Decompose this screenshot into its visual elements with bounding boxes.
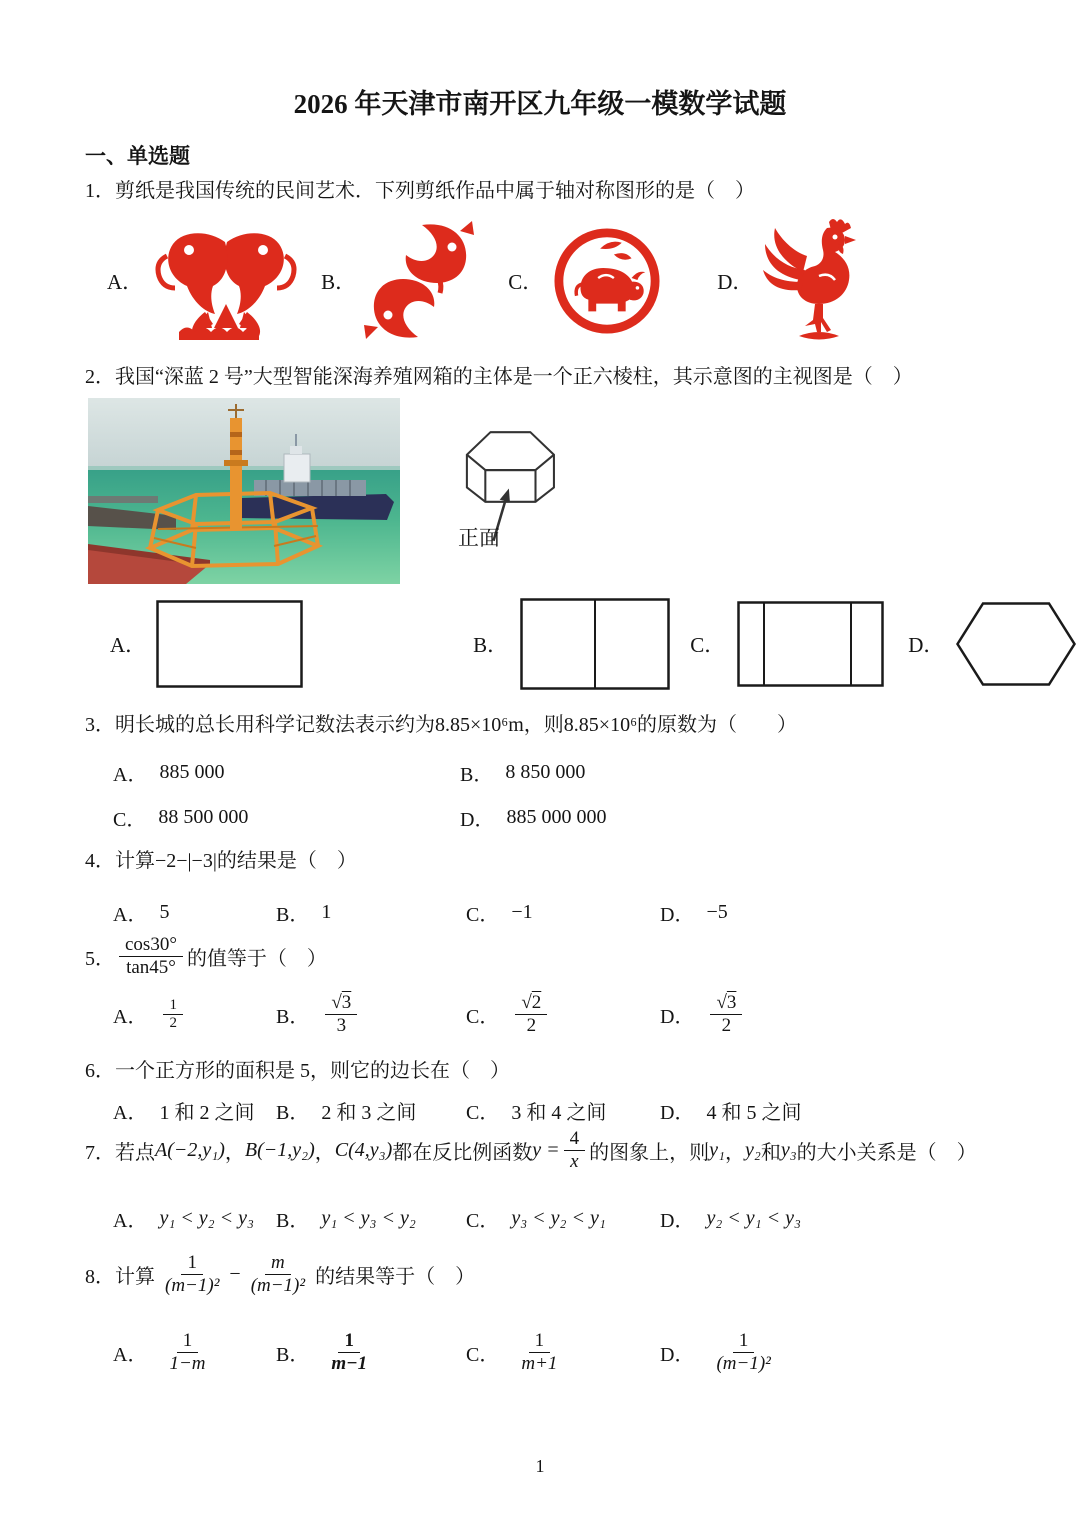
option-b-label: B． bbox=[460, 764, 494, 786]
question-2-text: 2．我国“深蓝 2 号”大型智能深海养殖网箱的主体是一个正六棱柱，其示意图的主视图是（ ） bbox=[85, 366, 913, 388]
option-b bbox=[276, 992, 466, 1038]
option-a-label: A． bbox=[113, 1210, 148, 1232]
minus-operator: − bbox=[229, 1263, 241, 1286]
papercut-ox-medallion-icon bbox=[553, 227, 661, 335]
question-1-options bbox=[85, 218, 1005, 344]
fraction-denominator: 2 bbox=[721, 1015, 732, 1037]
fraction-numerator bbox=[325, 992, 357, 1015]
text-segment: 的图象上，则 bbox=[589, 1142, 710, 1165]
rectangle-two-panels-shape bbox=[520, 598, 670, 690]
fraction bbox=[325, 992, 357, 1038]
option-a-label: A． bbox=[113, 764, 148, 786]
page-number: 1 bbox=[535, 1456, 545, 1476]
fraction-denominator: tan45° bbox=[126, 957, 176, 979]
option-b bbox=[276, 898, 466, 927]
option-d-label: D． bbox=[660, 1344, 695, 1367]
papercut-fish-pair-icon bbox=[364, 219, 476, 343]
fraction bbox=[159, 1252, 225, 1298]
question-7-options bbox=[113, 1204, 993, 1233]
question-7-text bbox=[85, 1128, 977, 1174]
question-5-text bbox=[85, 934, 327, 980]
fraction-numerator: 1 bbox=[529, 1330, 551, 1353]
text-segment: ， bbox=[314, 1142, 335, 1165]
option-b bbox=[276, 1330, 466, 1376]
fraction bbox=[710, 992, 742, 1038]
question-5-tail: 的值等于（ ） bbox=[186, 948, 327, 971]
section-heading: 一、单选题 bbox=[85, 144, 190, 168]
option-c bbox=[466, 898, 660, 927]
math-segment: y = bbox=[532, 1139, 560, 1162]
fraction-numerator: 1 bbox=[338, 1330, 360, 1353]
option-a-value: y₁ < y₂ < y₃ bbox=[159, 1207, 254, 1229]
math-segment: y₃ bbox=[780, 1139, 797, 1162]
text-segment: 和 bbox=[760, 1142, 781, 1165]
option-a-label: A． bbox=[107, 270, 144, 294]
math-segment: A(−2,y₁) bbox=[155, 1139, 225, 1162]
option-c bbox=[466, 1096, 660, 1125]
option-d-value: −5 bbox=[706, 901, 728, 923]
question-4-options bbox=[113, 898, 993, 927]
text-segment: ， bbox=[224, 1142, 245, 1165]
option-d-value: 885 000 000 bbox=[506, 806, 607, 828]
fraction-denominator: 2 bbox=[169, 1015, 177, 1032]
option-d-label: D． bbox=[660, 1006, 695, 1029]
option-d-value: y₂ < y₁ < y₃ bbox=[706, 1207, 801, 1229]
math-segment: y₂ bbox=[744, 1139, 761, 1162]
option-d-label: D． bbox=[660, 904, 695, 926]
option-a bbox=[113, 1330, 276, 1376]
option-d-label: D． bbox=[660, 1102, 695, 1124]
fraction bbox=[515, 992, 547, 1038]
option-c-value: y₃ < y₂ < y₁ bbox=[511, 1207, 606, 1229]
text-segment: 的大小关系是（ ） bbox=[796, 1142, 977, 1165]
option-b-label: B． bbox=[276, 1344, 310, 1367]
sqrt-sign: √ bbox=[331, 992, 342, 1013]
option-c-value: −1 bbox=[511, 901, 533, 923]
option-d bbox=[660, 992, 993, 1038]
fraction bbox=[564, 1128, 586, 1174]
option-d-label: D． bbox=[460, 809, 495, 831]
option-b-value: 1 bbox=[321, 901, 332, 923]
prism-figure bbox=[458, 424, 582, 584]
option-b-value: 8 850 000 bbox=[505, 761, 586, 783]
option-b-value: y₁ < y₃ < y₂ bbox=[321, 1207, 416, 1229]
fraction-denominator: (m−1)² bbox=[165, 1275, 220, 1297]
option-b-label: B． bbox=[276, 1006, 310, 1029]
question-6-options bbox=[113, 1096, 993, 1125]
fraction-numerator: cos30° bbox=[119, 934, 183, 957]
option-a-label: A． bbox=[113, 1006, 148, 1029]
option-c-label: C． bbox=[113, 809, 147, 831]
fraction-denominator: 2 bbox=[526, 1015, 537, 1037]
option-c-label: C． bbox=[466, 1102, 500, 1124]
question-8-tail: 的结果等于（ ） bbox=[315, 1266, 476, 1289]
rectangle-shape bbox=[156, 600, 303, 688]
option-b-label: B． bbox=[473, 633, 509, 657]
option-d-value: 4 和 5 之间 bbox=[706, 1102, 802, 1124]
option-b-value: 2 和 3 之间 bbox=[321, 1102, 417, 1124]
option-d-label: D． bbox=[908, 633, 945, 657]
option-a bbox=[113, 997, 276, 1033]
option-c-value: 88 500 000 bbox=[158, 806, 249, 828]
fraction-numerator: 1 bbox=[177, 1330, 199, 1353]
option-c-label: C． bbox=[466, 1210, 500, 1232]
option-c-label: C． bbox=[508, 270, 544, 294]
sqrt-sign: √ bbox=[521, 992, 532, 1013]
option-c bbox=[466, 1330, 660, 1376]
option-a bbox=[113, 1096, 276, 1125]
option-a-value: 5 bbox=[159, 901, 170, 923]
option-b-label: B． bbox=[276, 1102, 310, 1124]
option-b bbox=[276, 1204, 466, 1233]
option-c bbox=[466, 992, 660, 1038]
hexagon-shape bbox=[956, 602, 1076, 686]
option-b-label: B． bbox=[321, 270, 357, 294]
papercut-rooster-icon bbox=[763, 218, 871, 344]
fraction-denominator: m−1 bbox=[331, 1353, 368, 1375]
fraction-denominator: m+1 bbox=[521, 1353, 558, 1375]
fraction-numerator: m bbox=[265, 1252, 291, 1275]
question-3-text: 3．明长城的总长用科学记数法表示约为8.85×10⁶m，则8.85×10⁶的原数为（ ） bbox=[85, 714, 798, 736]
option-b bbox=[276, 1096, 466, 1125]
text-segment: 7．若点 bbox=[85, 1142, 155, 1165]
sqrt-sign: √ bbox=[716, 992, 727, 1013]
question-5-number: 5． bbox=[85, 948, 115, 971]
option-a-label: A． bbox=[113, 1344, 148, 1367]
fraction bbox=[119, 934, 183, 980]
option-a-label: A． bbox=[113, 904, 148, 926]
option-a-label: A． bbox=[113, 1102, 148, 1124]
fraction-denominator: 1−m bbox=[169, 1353, 206, 1375]
option-d bbox=[660, 898, 993, 927]
fraction-numerator: 1 bbox=[733, 1330, 755, 1353]
math-segment: C(4,y₃) bbox=[334, 1139, 393, 1162]
question-6-text: 6．一个正方形的面积是 5，则它的边长在（ ） bbox=[85, 1060, 510, 1082]
option-d bbox=[460, 803, 993, 832]
question-4-text: 4．计算−2−|−3|的结果是（ ） bbox=[85, 850, 357, 872]
exam-title: 2026 年天津市南开区九年级一模数学试题 bbox=[293, 89, 787, 119]
fraction bbox=[515, 1330, 563, 1376]
fraction-numerator: 1 bbox=[181, 1252, 203, 1275]
radicand: 3 bbox=[341, 992, 352, 1013]
option-c-label: C． bbox=[466, 1006, 500, 1029]
option-a-label: A． bbox=[110, 633, 147, 657]
option-c bbox=[466, 1204, 660, 1233]
math-segment: B(−1,y₂) bbox=[244, 1139, 315, 1162]
question-8-text bbox=[85, 1252, 475, 1298]
option-d-label: D． bbox=[660, 1210, 695, 1232]
fraction bbox=[325, 1330, 373, 1376]
option-a-value: 1 和 2 之间 bbox=[159, 1102, 255, 1124]
option-c-label: C． bbox=[466, 904, 500, 926]
fraction-numerator bbox=[710, 992, 742, 1015]
text-segment: ， bbox=[724, 1142, 745, 1165]
question-2-figure bbox=[88, 398, 582, 584]
question-8-number: 8．计算 bbox=[85, 1266, 155, 1289]
radicand: 3 bbox=[726, 992, 737, 1013]
fraction-denominator: x bbox=[570, 1151, 579, 1173]
text-segment: 都在反比例函数 bbox=[392, 1142, 533, 1165]
radicand: 2 bbox=[531, 992, 542, 1013]
option-c bbox=[113, 803, 460, 832]
option-d bbox=[660, 1330, 993, 1376]
fraction bbox=[163, 1330, 211, 1376]
math-segment: y₁ bbox=[709, 1139, 725, 1162]
option-c-label: C． bbox=[690, 633, 726, 657]
option-c-label: C． bbox=[466, 1344, 500, 1367]
question-3-options bbox=[113, 758, 993, 832]
option-d bbox=[660, 1096, 993, 1125]
rectangle-three-panels-shape bbox=[737, 601, 884, 687]
option-d-label: D． bbox=[717, 270, 754, 294]
option-a bbox=[113, 758, 460, 787]
fraction-numerator: 1 bbox=[163, 997, 183, 1016]
fraction-denominator: (m−1)² bbox=[716, 1353, 771, 1375]
front-face-label: 正面 bbox=[458, 526, 500, 550]
option-b bbox=[460, 758, 993, 787]
option-b-label: B． bbox=[276, 904, 310, 926]
deep-sea-cage-photo bbox=[88, 398, 400, 584]
option-a bbox=[113, 1204, 276, 1233]
question-8-options bbox=[113, 1330, 993, 1376]
fraction-denominator: (m−1)² bbox=[250, 1275, 306, 1297]
option-a-value: 885 000 bbox=[159, 761, 225, 783]
fraction bbox=[710, 1330, 776, 1376]
fraction-numerator: 4 bbox=[564, 1128, 586, 1151]
fraction-denominator: 3 bbox=[336, 1015, 347, 1037]
question-5-options bbox=[113, 992, 993, 1038]
question-1-text: 1．剪纸是我国传统的民间艺术．下列剪纸作品中属于轴对称图形的是（ ） bbox=[85, 180, 755, 202]
fraction-numerator bbox=[515, 992, 547, 1015]
option-a bbox=[113, 898, 276, 927]
option-b-label: B． bbox=[276, 1210, 310, 1232]
option-c-value: 3 和 4 之间 bbox=[511, 1102, 607, 1124]
papercut-double-fish-icon bbox=[151, 220, 301, 342]
fraction bbox=[163, 997, 183, 1033]
fraction bbox=[245, 1252, 311, 1298]
option-d bbox=[660, 1204, 993, 1233]
question-2-options bbox=[85, 598, 1076, 690]
